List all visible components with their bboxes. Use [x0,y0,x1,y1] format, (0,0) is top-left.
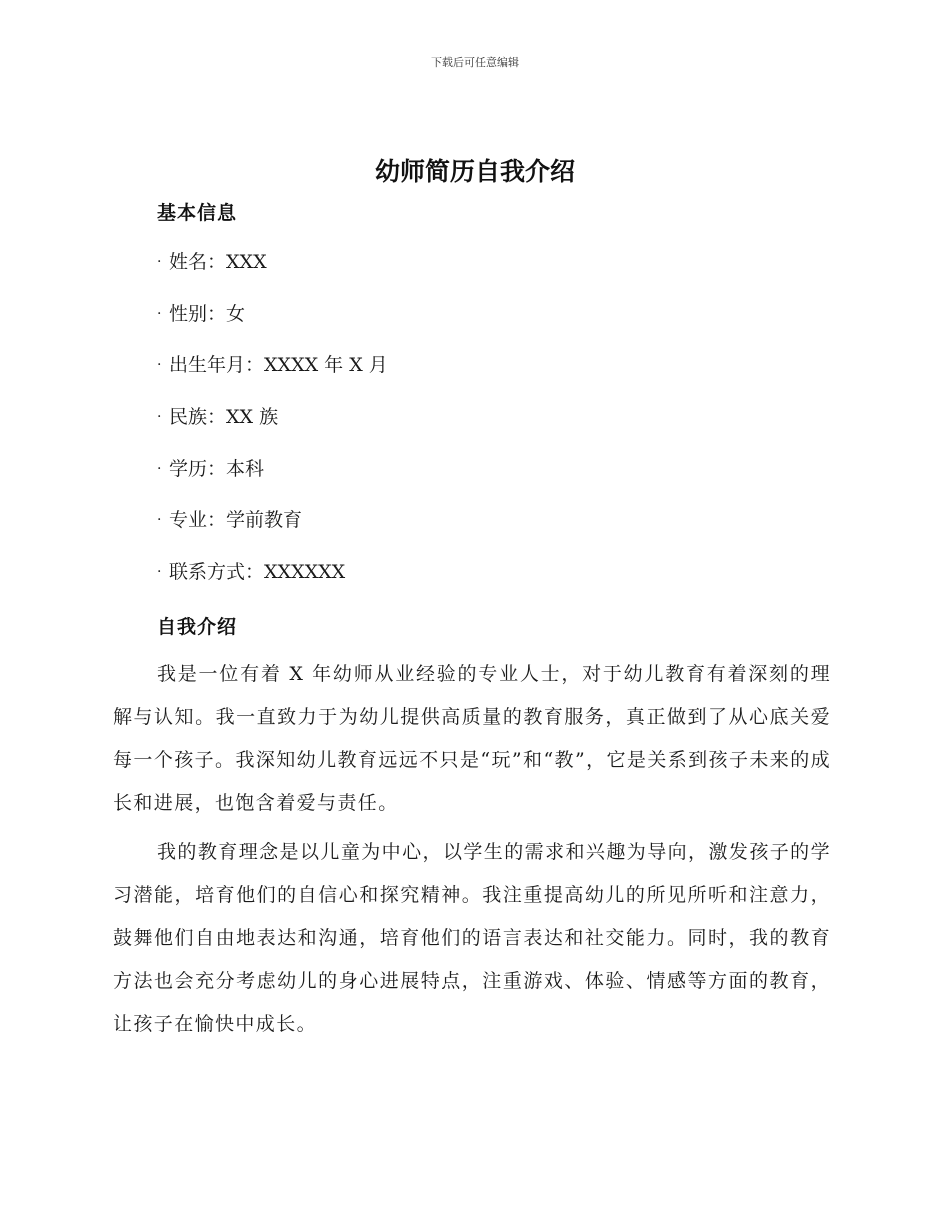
info-value: XXXX 年 X 月 [264,354,388,377]
info-value: XXXXXX [264,561,346,584]
info-label: 民族： [169,406,227,429]
info-value: XX 族 [226,406,279,429]
header-note: 下载后可任意编辑 [431,56,519,69]
self-intro-paragraph-1: 我是一位有着 X 年幼师从业经验的专业人士，对于幼儿教育有着深刻的理解与认知。我一直致力于为幼儿提供高质量的教育服务，真正做到了从心底关爱每一个孩子。我深知幼儿教育远远不只是“玩”和“教”，它是关系到孩子未来的成长和进展，也饱含着爱与责任。 [113,663,831,814]
bullet-icon: · [157,305,162,322]
info-item-education [157,455,388,507]
bullet-icon: · [157,460,162,477]
info-item-ethnicity [157,403,388,455]
bullet-icon: · [157,409,162,426]
bullet-icon: · [157,564,162,581]
info-item-birth [157,351,388,403]
info-item-gender [157,300,388,352]
basic-info-list [157,248,388,610]
info-item-name [157,248,388,300]
info-value: 本科 [226,457,265,480]
info-label: 学历： [169,457,227,480]
bullet-icon: · [157,357,162,374]
info-label: 联系方式： [169,561,265,584]
info-item-contact [157,558,388,610]
info-label: 出生年月： [169,354,265,377]
info-value: XXX [226,251,267,273]
basic-info-heading: 基本信息 [157,202,238,224]
info-value: 学前教育 [226,509,303,532]
info-value: 女 [226,302,246,325]
info-label: 专业： [169,509,227,532]
info-label: 姓名： [169,251,227,273]
bullet-icon: · [157,254,162,270]
self-intro-paragraph-2: 我的教育理念是以儿童为中心，以学生的需求和兴趣为导向，激发孩子的学习潜能，培育他们的自信心和探究精神。我注重提高幼儿的所见所听和注意力，鼓舞他们自由地表达和沟通，培育他们的语言表达和社交能力。同时，我的教育方法也会充分考虑幼儿的身心进展特点，注重游戏、体验、情感等方面的教育，让孩子在愉快中成长。 [113,841,831,1035]
info-item-major [157,506,388,558]
self-intro-heading: 自我介绍 [157,616,238,638]
info-label: 性别： [169,302,227,325]
bullet-icon: · [157,512,162,529]
document-title: 幼师简历自我介绍 [374,157,575,186]
